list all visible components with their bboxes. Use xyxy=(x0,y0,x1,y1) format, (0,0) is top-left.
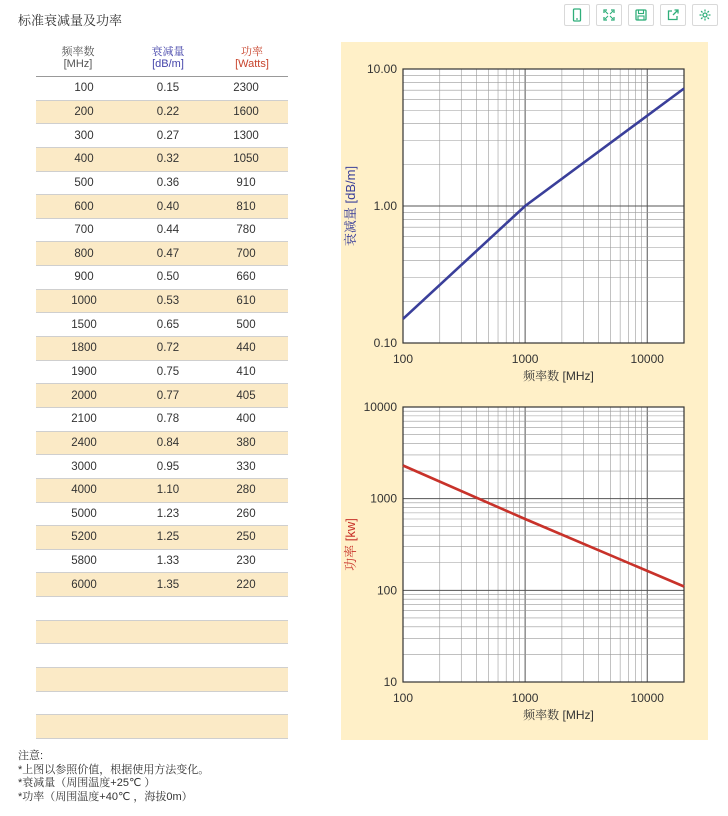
table-row xyxy=(36,313,288,337)
notes-title: 注意: xyxy=(18,750,44,762)
cell-attenuation: 0.84 xyxy=(156,436,180,449)
cell-frequency: 800 xyxy=(74,247,94,260)
chart-2-y-tick-label: 10000 xyxy=(363,400,397,414)
cell-frequency: 1900 xyxy=(71,366,97,378)
cell-power: 1600 xyxy=(233,105,259,118)
header-frequency xyxy=(38,46,118,70)
header-attenuation-unit: [dB/m] xyxy=(152,58,184,70)
chart-2-x-tick-label: 10000 xyxy=(630,691,664,705)
cell-attenuation: 0.78 xyxy=(156,413,180,426)
cell-attenuation: 0.27 xyxy=(156,129,180,142)
cell-frequency: 100 xyxy=(74,82,94,95)
table-row xyxy=(36,526,288,550)
cell-power: 220 xyxy=(236,578,256,591)
cell-power: 260 xyxy=(236,507,256,520)
chart-2-x-tick-label: 100 xyxy=(392,691,414,705)
cell-attenuation: 0.32 xyxy=(156,153,180,166)
chart-1-y-tick-label: 1.00 xyxy=(373,199,397,213)
share-button[interactable] xyxy=(660,4,686,26)
cell-power: 2300 xyxy=(233,82,259,95)
cell-power: 1300 xyxy=(233,129,259,142)
cell-attenuation: 1.35 xyxy=(156,578,180,591)
toolbar xyxy=(564,4,718,26)
header-attenuation-label: 衰减量 xyxy=(151,46,185,58)
cell-attenuation: 1.10 xyxy=(156,484,180,497)
cell-frequency: 200 xyxy=(74,105,94,118)
cell-power: 440 xyxy=(236,342,256,355)
chart-1-y-tick-label: 0.10 xyxy=(373,336,397,350)
header-frequency-label: 频率数 xyxy=(61,46,95,58)
header-attenuation xyxy=(128,46,208,70)
cell-frequency: 600 xyxy=(74,200,94,213)
table-row xyxy=(36,124,288,148)
cell-attenuation: 0.53 xyxy=(156,295,180,308)
table-row xyxy=(36,432,288,456)
table-row xyxy=(36,172,288,196)
table-row xyxy=(36,148,288,172)
table-row xyxy=(36,668,288,692)
save-icon xyxy=(634,8,648,22)
cell-frequency: 5000 xyxy=(71,507,97,520)
charts-svg xyxy=(341,42,708,740)
cell-frequency: 500 xyxy=(74,176,94,189)
expand-icon xyxy=(602,8,616,22)
table-row xyxy=(36,101,288,125)
chart-2-y-tick-label: 1000 xyxy=(370,491,397,506)
header-power xyxy=(212,46,292,70)
table-row xyxy=(36,408,288,432)
table-header xyxy=(36,46,288,76)
chart-panel xyxy=(341,42,708,740)
table-row xyxy=(36,621,288,645)
table-row xyxy=(36,644,288,668)
note-item: *功率（周围温度+40℃ ，海拔0m） xyxy=(18,790,193,803)
chart-2-x-tick-label: 1000 xyxy=(511,691,539,705)
cell-attenuation: 0.75 xyxy=(156,366,180,378)
fullscreen-button[interactable] xyxy=(596,4,622,26)
table-row xyxy=(36,692,288,716)
table-row xyxy=(36,573,288,597)
cell-power: 780 xyxy=(236,224,256,237)
share-icon xyxy=(666,8,680,22)
spec-table xyxy=(36,46,288,739)
chart-1-x-axis-label: 频率数 [MHz] xyxy=(523,369,594,383)
cell-power: 280 xyxy=(236,484,256,497)
cell-attenuation: 0.36 xyxy=(156,176,180,189)
table-row xyxy=(36,266,288,290)
cell-frequency: 400 xyxy=(74,153,94,166)
note-item: *上图以参照价值，根据使用方法变化。 xyxy=(18,763,210,776)
chart-2-y-tick-label: 100 xyxy=(376,583,397,598)
cell-frequency: 3000 xyxy=(71,460,97,473)
cell-frequency: 5200 xyxy=(71,531,97,544)
cell-attenuation: 0.72 xyxy=(156,342,180,355)
cell-attenuation: 0.44 xyxy=(156,224,180,237)
cell-power: 500 xyxy=(236,318,256,331)
cell-power: 410 xyxy=(236,366,256,378)
chart-2-x-axis-label: 频率数 [MHz] xyxy=(523,708,594,722)
cell-attenuation: 0.95 xyxy=(156,460,180,473)
settings-button[interactable] xyxy=(692,4,718,26)
mobile-view-button[interactable] xyxy=(564,4,590,26)
cell-frequency: 5800 xyxy=(71,555,97,568)
cell-attenuation: 0.15 xyxy=(156,82,180,95)
cell-frequency: 6000 xyxy=(71,578,97,591)
chart-2-y-tick-label: 10 xyxy=(383,675,397,689)
mobile-icon xyxy=(570,8,584,22)
cell-attenuation: 0.22 xyxy=(156,105,180,118)
cell-attenuation: 0.50 xyxy=(156,271,180,284)
chart-1-x-tick-label: 10000 xyxy=(630,352,664,366)
table-body xyxy=(36,77,288,739)
cell-frequency: 900 xyxy=(74,271,94,284)
table-row xyxy=(36,550,288,574)
cell-attenuation: 0.65 xyxy=(156,318,180,331)
chart-2-y-axis-label: 功率 [kw] xyxy=(343,518,358,571)
chart-1-y-axis-label: 衰减量 [dB/m] xyxy=(343,165,358,247)
table-row xyxy=(36,195,288,219)
header-power-label: 功率 xyxy=(241,46,263,58)
cell-attenuation: 1.25 xyxy=(156,531,180,544)
cell-attenuation: 1.23 xyxy=(156,507,180,520)
cell-frequency: 2000 xyxy=(71,389,97,402)
table-row xyxy=(36,715,288,739)
table-row xyxy=(36,337,288,361)
cell-power: 380 xyxy=(236,436,256,449)
cell-attenuation: 0.40 xyxy=(156,200,180,213)
cell-power: 405 xyxy=(236,389,256,402)
cell-power: 250 xyxy=(236,531,256,544)
gear-icon xyxy=(698,8,712,22)
note-item: *衰减量（周围温度+25℃ ） xyxy=(18,777,156,789)
cell-frequency: 2100 xyxy=(71,413,97,426)
table-row xyxy=(36,597,288,621)
table-row xyxy=(36,503,288,527)
chart-1-x-tick-label: 100 xyxy=(392,352,414,366)
cell-power: 910 xyxy=(236,176,256,189)
table-row xyxy=(36,242,288,266)
chart-1-y-tick-label: 10.00 xyxy=(366,62,397,76)
cell-frequency: 300 xyxy=(74,129,94,142)
cell-power: 400 xyxy=(236,413,256,426)
cell-power: 810 xyxy=(236,200,256,213)
page-title: 标准衰减量及功率 xyxy=(18,13,123,28)
cell-attenuation: 0.77 xyxy=(156,389,180,402)
cell-frequency: 1800 xyxy=(71,342,97,355)
cell-power: 610 xyxy=(236,295,256,308)
header-frequency-unit: [MHz] xyxy=(63,58,93,70)
cell-attenuation: 1.33 xyxy=(156,555,180,568)
table-row xyxy=(36,455,288,479)
table-row xyxy=(36,290,288,314)
cell-frequency: 2400 xyxy=(71,436,97,449)
cell-frequency: 4000 xyxy=(71,484,97,497)
table-row xyxy=(36,384,288,408)
table-row xyxy=(36,361,288,385)
table-row xyxy=(36,479,288,503)
chart-1-x-tick-label: 1000 xyxy=(511,352,539,366)
header-divider xyxy=(36,76,288,77)
save-button[interactable] xyxy=(628,4,654,26)
cell-power: 700 xyxy=(236,247,256,260)
cell-power: 1050 xyxy=(233,153,259,166)
cell-power: 660 xyxy=(236,271,256,284)
cell-frequency: 700 xyxy=(74,224,94,237)
table-row xyxy=(36,77,288,101)
cell-frequency: 1500 xyxy=(71,318,97,331)
cell-power: 330 xyxy=(236,460,256,473)
header-power-unit: [Watts] xyxy=(235,58,269,70)
cell-frequency: 1000 xyxy=(71,295,97,308)
table-row xyxy=(36,219,288,243)
notes xyxy=(18,750,209,804)
cell-power: 230 xyxy=(236,555,256,568)
cell-attenuation: 0.47 xyxy=(156,247,180,260)
